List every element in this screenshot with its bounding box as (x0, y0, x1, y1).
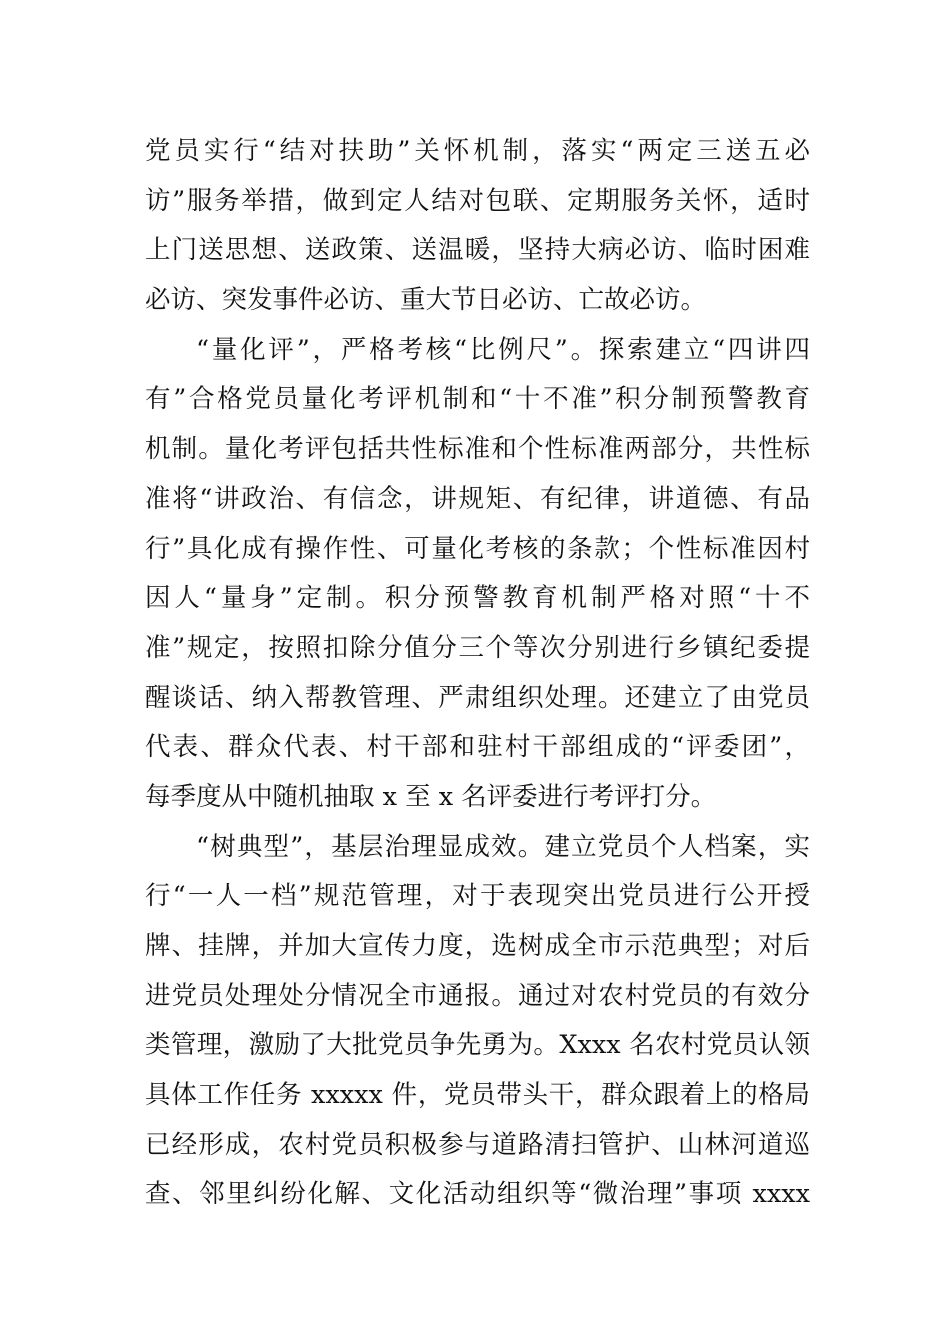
text-line: 机制。量化考评包括共性标准和个性标准两部分，共性标 (145, 434, 810, 465)
text-line: 进党员处理处分情况全市通报。通过对农村党员的有效分 (145, 980, 810, 1011)
text-line: 类管理，激励了大批党员争先勇为。Xxxx 名农村党员认领 (145, 1030, 810, 1061)
text-line: 查、邻里纠纷化解、文化活动组织等“微治理”事项 xxxx (145, 1179, 810, 1210)
body-text (145, 127, 810, 1220)
text-line: 党员实行“结对扶助”关怀机制，落实“两定三送五必 (145, 136, 810, 166)
text-line: 醒谈话、纳入帮教管理、严肃组织处理。还建立了由党员 (145, 682, 810, 713)
text-line: 有”合格党员量化考评机制和“十不准”积分制预警教育 (145, 384, 810, 415)
text-line: 因人“量身”定制。积分预警教育机制严格对照“十不 (145, 583, 810, 614)
text-line: 行”具化成有操作性、可量化考核的条款；个性标准因村 (145, 533, 810, 564)
text-line: 每季度从中随机抽取 x 至 x 名评委进行考评打分。 (145, 781, 717, 812)
text-line: 行“一人一档”规范管理，对于表现突出党员进行公开授 (145, 881, 810, 912)
text-line: 准将“讲政治、有信念，讲规矩、有纪律，讲道德、有品 (145, 483, 810, 514)
text-line: 上门送思想、送政策、送温暖，坚持大病必访、临时困难 (145, 235, 810, 266)
text-line: 代表、群众代表、村干部和驻村干部组成的“评委团”， (145, 732, 810, 763)
paragraph-heading-line: “树典型”，基层治理显成效。建立党员个人档案，实 (196, 831, 810, 862)
paragraph-heading-line: “量化评”，严格考核“比例尺”。探索建立“四讲四 (196, 334, 810, 365)
text-line: 已经形成，农村党员积极参与道路清扫管护、山林河道巡 (145, 1129, 810, 1160)
text-line: 访”服务举措，做到定人结对包联、定期服务关怀，适时 (145, 185, 810, 216)
text-line: 必访、突发事件必访、重大节日必访、亡故必访。 (145, 285, 707, 316)
text-line: 准”规定，按照扣除分值分三个等次分别进行乡镇纪委提 (145, 632, 810, 663)
text-line: 牌、挂牌，并加大宣传力度，选树成全市示范典型；对后 (145, 931, 810, 961)
text-line: 具体工作任务 xxxxx 件，党员带头干，群众跟着上的格局 (145, 1080, 810, 1111)
